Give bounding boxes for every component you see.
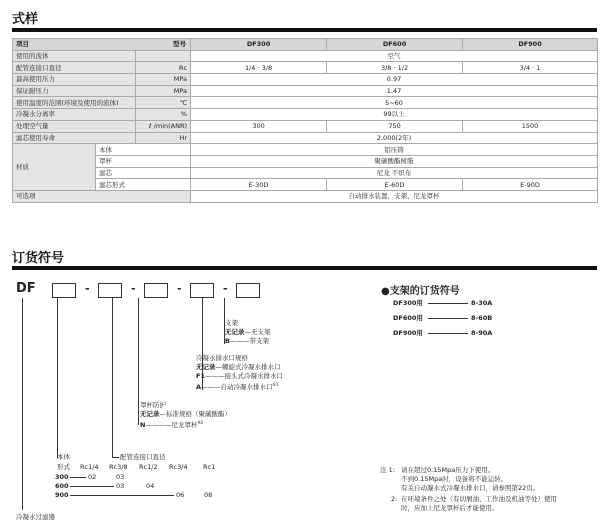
code-box-body (52, 283, 76, 298)
bracket-none: 无记录—无支架 (225, 328, 271, 336)
leader-port-h (112, 457, 119, 458)
port-label: 配管连接口直径 (120, 453, 166, 461)
material-item-name: 本体 (96, 144, 191, 156)
spec-header-model: 型号 (173, 40, 187, 49)
material-row (13, 167, 598, 179)
body-row-line (70, 486, 114, 487)
body-col: Rc3/4 (169, 463, 188, 471)
code-dash: - (85, 282, 90, 295)
cup-item: 无记录—标准规格（聚碳酸酯） (140, 410, 231, 418)
cup-item-val: 尼龙罩杯 (171, 421, 198, 430)
body-form: 形式 (57, 463, 70, 471)
spec-row-value: 1500 (463, 120, 598, 132)
spec-row-value: 3/8 · 1/2 (327, 62, 463, 74)
code-box-cup (144, 283, 168, 298)
leader-cup (138, 298, 139, 425)
spec-row-unit: MPa (136, 85, 191, 97)
body-cell: 03 (116, 482, 125, 490)
body-col: Rc1 (203, 463, 216, 471)
spec-col-df300: DF300 (191, 39, 327, 51)
note1-line: 有关自动凝水式冷凝水排水口，请参照第22页。 (401, 484, 540, 492)
bracket-none-key: 无记录 (225, 328, 245, 336)
spec-table (12, 38, 598, 203)
order-title-rule (12, 266, 597, 270)
spec-row-label: 滤芯使用寿命 (13, 132, 136, 144)
code-box-bracket (236, 283, 260, 298)
drain-item-val: 接头式冷凝水排水口 (224, 372, 283, 380)
bracket-label: 支架 (225, 319, 238, 327)
cup-label: 罩杯防护 (140, 401, 166, 409)
code-box-port (98, 283, 122, 298)
spec-row (13, 120, 598, 132)
note1-line: 不到0.15Mpa时，设备将不能运转。 (401, 475, 508, 483)
spec-row (13, 85, 598, 97)
spec-row-label: 使用的流体 (13, 50, 136, 62)
spec-title: 式样 (12, 12, 39, 27)
note2-label: 2: (391, 495, 398, 503)
spec-col-df900: DF900 (463, 39, 598, 51)
bracket-order-code: 8-90A (471, 329, 493, 337)
spec-row-label: 处理空气量 (13, 120, 136, 132)
body-cell: 06 (176, 491, 185, 499)
spec-row-value: 1.47 (191, 85, 598, 97)
code-dash: - (177, 282, 182, 295)
material-row (13, 155, 598, 167)
spec-row-label: 使用温度的范围(环境及使用的流体) (13, 97, 136, 109)
note2-line: 时，应加上尼龙罩杯后才能使用。 (401, 504, 499, 512)
spec-row (13, 97, 598, 109)
drain-label: 冷凝水排水口规格 (196, 354, 248, 362)
body-cell: 04 (146, 482, 155, 490)
order-title: 订货符号 (12, 251, 65, 266)
spec-header-item: 项目 (16, 40, 29, 49)
spec-row-value: 5~60 (191, 97, 598, 109)
spec-row-value: 0.97 (191, 74, 598, 86)
leader-df (22, 298, 23, 510)
spec-row-value: 2,000(2年) (191, 132, 598, 144)
body-cell: 03 (116, 473, 125, 481)
options-row (13, 190, 598, 202)
spec-row-unit: ℃ (136, 97, 191, 109)
spec-row (13, 62, 598, 74)
cup-item-sup: ※2 (197, 420, 204, 425)
body-col: Rc1/4 (80, 463, 99, 471)
cup-item: N————尼龙罩杯$^{※2}$ (140, 420, 204, 430)
bracket-order-code: 8-60B (471, 314, 493, 322)
drain-item-val: 自动冷凝水排水口 (220, 383, 273, 392)
bracket-b-key: B (225, 337, 230, 345)
bracket-b: B———带支架 (225, 337, 269, 345)
material-item-value: 铝压铸 (191, 144, 598, 156)
code-box-drain (190, 283, 214, 298)
body-model: 900 (55, 491, 69, 499)
spec-row-unit: Rc (136, 62, 191, 74)
body-cell: 08 (204, 491, 213, 499)
body-row-line (70, 477, 86, 478)
note1-line: 请在超过0.15Mpa压力下使用。 (401, 466, 495, 474)
order-footer: 冷凝水过滤器 (16, 513, 55, 521)
bracket-order-model: DF300用 (393, 299, 423, 307)
spec-row (13, 74, 598, 86)
spec-row-value: 3/4 · 1 (463, 62, 598, 74)
material-item-name: 滤芯形式 (96, 179, 191, 191)
spec-row-label: 配管连接口直径 (13, 62, 136, 74)
code-dash: - (223, 282, 228, 295)
body-col: Rc3/8 (109, 463, 128, 471)
drain-item: A———自动冷凝水排水口$^{※1}$ (196, 382, 279, 392)
spec-row-unit: % (136, 109, 191, 121)
drain-item-key: F1 (196, 372, 205, 380)
cup-item-key: 无记录 (140, 410, 160, 418)
bracket-order-title: ●支架的订货符号 (381, 286, 460, 297)
drain-item-val: 螺旋式冷凝水排水口 (222, 363, 281, 371)
body-model: 600 (55, 482, 69, 490)
bracket-order-line (428, 303, 468, 304)
bracket-none-val: 无支架 (251, 328, 271, 336)
spec-row-value: 750 (327, 120, 463, 132)
leader-body (57, 298, 58, 458)
drain-item-key: 无记录 (196, 363, 216, 371)
material-item-value: E-30D (191, 179, 327, 191)
spec-row-unit: Hr (136, 132, 191, 144)
bracket-order-model: DF900用 (393, 329, 423, 337)
cup-item-val: 标准规格（聚碳酸酯） (166, 410, 231, 418)
spec-row (13, 132, 598, 144)
spec-row-unit: ℓ /min(ANR) (136, 120, 191, 132)
spec-header-row (13, 39, 598, 51)
code-dash: - (131, 282, 136, 295)
bracket-order-code: 8-30A (471, 299, 493, 307)
material-item-name: 罩杯 (96, 155, 191, 167)
order-prefix: DF (16, 281, 36, 296)
spec-row-value: 99以上 (191, 109, 598, 121)
material-label: 材质 (13, 144, 96, 191)
material-item-value: 尼龙 不织布 (191, 167, 598, 179)
material-item-value: E-90D (463, 179, 598, 191)
material-item-name: 滤芯 (96, 167, 191, 179)
body-row-line (70, 495, 174, 496)
drain-item: 无记录—螺旋式冷凝水排水口 (196, 363, 281, 371)
spec-row-value: 空气 (191, 50, 598, 62)
body-col: Rc1/2 (139, 463, 158, 471)
bracket-b-val: 带支架 (249, 337, 269, 345)
material-item-value: E-60D (327, 179, 463, 191)
spec-row-label: 保证耐压力 (13, 85, 136, 97)
spec-row-unit: MPa (136, 74, 191, 86)
bracket-order-line (428, 333, 468, 334)
body-model: 300 (55, 473, 69, 481)
spec-col-df600: DF600 (327, 39, 463, 51)
leader-port (112, 298, 113, 458)
note2-line: 在环境条件之处（有切屑油、工作油及机油等处）使用 (401, 495, 557, 503)
body-cell: 02 (88, 473, 97, 481)
spec-row (13, 50, 598, 62)
cup-item-key: N (140, 421, 146, 430)
bracket-order-line (428, 318, 468, 319)
options-label: 可选项 (13, 190, 191, 202)
spec-row-value: 1/4 · 3/8 (191, 62, 327, 74)
material-row (13, 179, 598, 191)
material-row (13, 144, 598, 156)
body-label: 本体 (57, 453, 70, 461)
spec-row-label: 最高使用压力 (13, 74, 136, 86)
drain-item: F1———接头式冷凝水排水口 (196, 372, 283, 380)
options-value: 自动排水装置、支架、尼龙罩杯 (191, 190, 598, 202)
drain-item-key: A (196, 383, 202, 392)
spec-row-value: 300 (191, 120, 327, 132)
drain-item-sup: ※1 (272, 382, 279, 387)
note1-label: 注 1: (380, 466, 395, 474)
spec-row-unit (136, 50, 191, 62)
bracket-order-model: DF600用 (393, 314, 423, 322)
spec-row-label: 冷凝水分离率 (13, 109, 136, 121)
spec-row (13, 109, 598, 121)
material-item-value: 聚碳酸酯树脂 (191, 155, 598, 167)
spec-title-rule (12, 28, 597, 32)
